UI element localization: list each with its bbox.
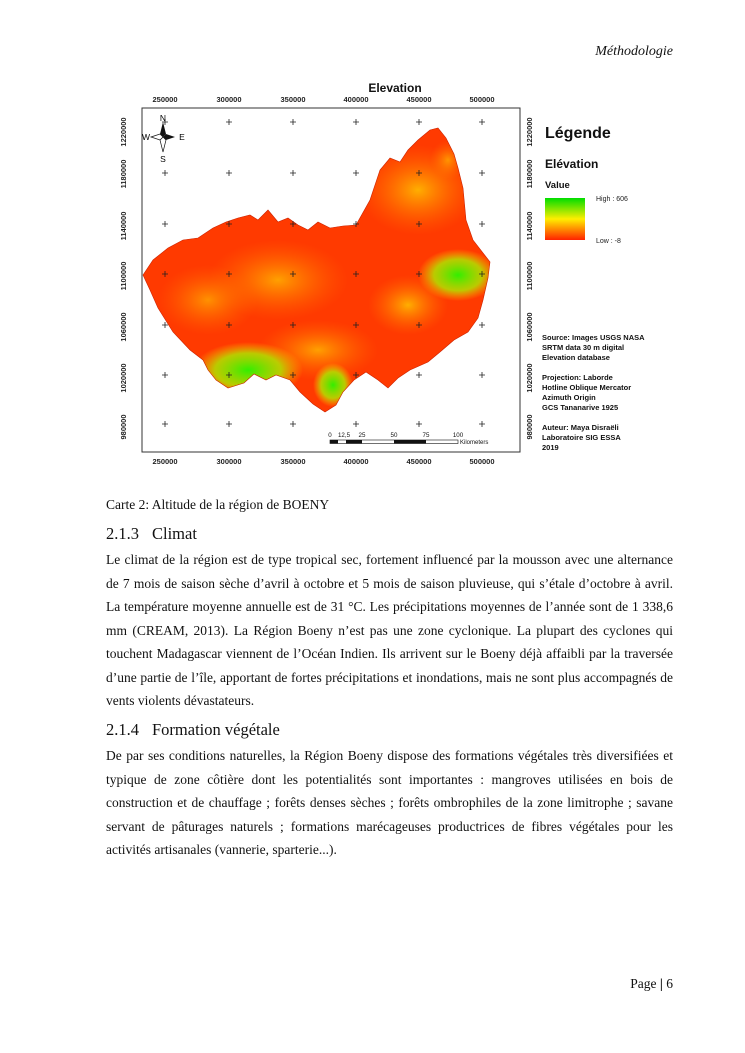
y-tick-label-left: 980000 <box>119 414 128 440</box>
scale-label: 50 <box>390 432 398 439</box>
y-tick-label-right: 1140000 <box>525 211 534 241</box>
x-tick-label-top: 250000 <box>152 95 178 104</box>
y-tick-label-left: 1100000 <box>119 261 128 291</box>
source-line: Source: Images USGS NASA <box>542 333 645 342</box>
elevation-map <box>118 80 666 472</box>
scale-unit-label: Kilometers <box>460 440 489 446</box>
x-tick-label-bottom: 500000 <box>469 457 495 466</box>
legend-title: Légende <box>545 125 611 142</box>
map-title: Elevation <box>368 81 422 95</box>
scale-label: 100 <box>452 432 464 439</box>
map-metadata <box>542 333 645 452</box>
x-tick-label-top: 300000 <box>216 95 242 104</box>
scale-label: 25 <box>358 432 366 439</box>
x-tick-label-bottom: 250000 <box>152 457 178 466</box>
y-tick-label-left: 1140000 <box>119 211 128 241</box>
x-tick-label-bottom: 400000 <box>343 457 369 466</box>
x-tick-label-bottom: 450000 <box>406 457 432 466</box>
scale-label: 12,5 <box>337 432 351 439</box>
compass-south-label: S <box>160 154 166 164</box>
x-tick-label-bottom: 300000 <box>216 457 242 466</box>
source-line: Elevation database <box>542 353 610 362</box>
y-tick-label-right: 1220000 <box>525 117 534 147</box>
x-tick-label-top: 350000 <box>280 95 306 104</box>
section-number: 2.1.3 <box>106 524 139 543</box>
legend-subtitle: Elévation <box>545 157 599 171</box>
y-tick-label-left: 1180000 <box>119 159 128 189</box>
y-tick-label-right: 1100000 <box>525 261 534 291</box>
map-legend <box>545 125 628 245</box>
legend-high-label: High : 606 <box>596 196 628 203</box>
y-tick-label-left: 1020000 <box>119 363 128 393</box>
page-number: 6 <box>666 976 673 991</box>
projection-line: Hotline Oblique Mercator <box>542 383 632 392</box>
section-heading-climat <box>106 524 197 544</box>
x-tick-label-top: 400000 <box>343 95 369 104</box>
page-label: Page <box>630 976 657 991</box>
y-tick-label-right: 1180000 <box>525 159 534 189</box>
legend-color-ramp <box>545 198 585 240</box>
paragraph-vegetation: De par ses conditions naturelles, la Région Boeny dispose des formations végétales très diversifiées et typique de zone côtière dont les potentialités sont importantes : mangroves utilisées en bois de construction et de chauffage ; forêts denses sèches ; forêts ombrophiles de la zone limitrophe ; savane servant de pâturages naturels ; formations marécageuses productrices de fibres végétales pour les activités artisanales (vannerie, sparterie...). <box>106 748 673 857</box>
source-line: SRTM data 30 m digital <box>542 343 625 352</box>
y-tick-label-right: 1060000 <box>525 312 534 342</box>
author-line: Laboratoire SIG ESSA <box>542 433 621 442</box>
compass-west-label: W <box>141 132 151 142</box>
legend-value-label: Value <box>545 180 570 191</box>
scale-label: 0 <box>328 432 332 439</box>
figure-caption: Carte 2: Altitude de la région de BOENY <box>106 497 330 512</box>
page-header-title: Méthodologie <box>595 44 673 59</box>
projection-line: Projection: Laborde <box>542 373 613 382</box>
y-tick-label-right: 980000 <box>525 414 534 440</box>
projection-line: GCS Tananarive 1925 <box>542 403 619 412</box>
section-title: Formation végétale <box>152 720 280 739</box>
author-line: 2019 <box>542 443 559 452</box>
x-tick-label-bottom: 350000 <box>280 457 306 466</box>
compass-north-label: N <box>159 113 167 123</box>
legend-low-label: Low : -8 <box>596 238 621 245</box>
projection-line: Azimuth Origin <box>542 393 596 402</box>
section-title: Climat <box>152 524 197 543</box>
y-tick-label-left: 1220000 <box>119 117 128 147</box>
compass-east-label: E <box>179 132 185 142</box>
section-number: 2.1.4 <box>106 720 139 739</box>
y-tick-label-left: 1060000 <box>119 312 128 342</box>
x-tick-label-top: 450000 <box>406 95 432 104</box>
y-tick-label-right: 1020000 <box>525 363 534 393</box>
author-line: Auteur: Maya Disraëli <box>542 423 619 432</box>
section-heading-vegetation <box>106 720 280 740</box>
paragraph-climat: Le climat de la région est de type tropical sec, fortement influencé par la mousson avec une alternance de 7 mois de saison sèche d’avril à octobre et 5 mois de saison pluvieuse, qui s’étale d’octobre à avril. La température moyenne annuelle est de 31 °C. Les précipitations moyennes de l’année sont de 1 338,6 mm (CREAM, 2013). La Région Boeny n’est pas une zone cyclonique. La plupart des cyclones qui touchent Madagascar viennent de l’Océan Indien. Ils arrivent sur le Boeny déjà affaibli par la traversée d’une partie de l’île, apportant de fortes précipitations et inondations, mais ne sont plus accompagnés de vents violents dévastateurs. <box>106 552 673 708</box>
page-footer: Page | 6 <box>630 976 673 991</box>
scale-label: 75 <box>422 432 430 439</box>
x-tick-label-top: 500000 <box>469 95 495 104</box>
